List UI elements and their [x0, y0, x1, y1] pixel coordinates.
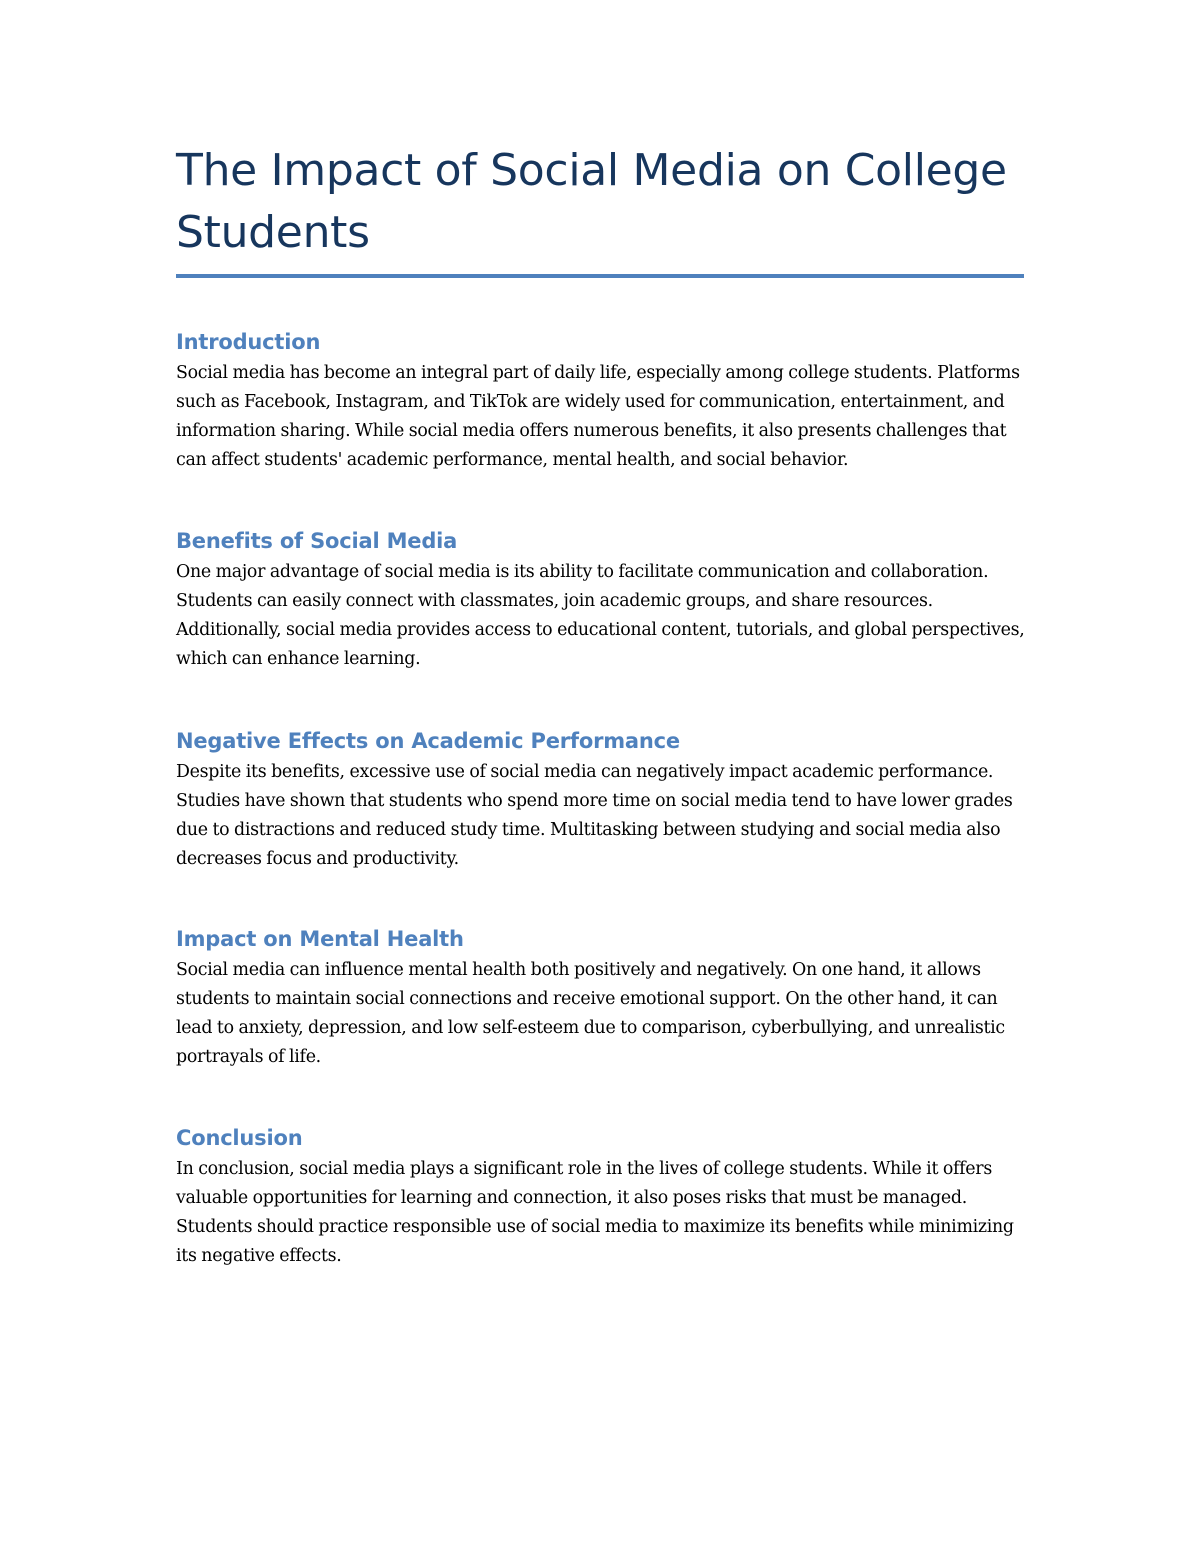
section-negative-effects: [176, 727, 1026, 874]
section-benefits: [176, 527, 1026, 674]
section-paragraph: In conclusion, social media plays a significant role in the lives of college students. While it offers valuable opportunities for learning and connection, it also poses risks that must be managed. Students should practice responsible use of social media to maximize its benefits while minimizing its negative effects.: [176, 1159, 1014, 1266]
section-paragraph: One major advantage of social media is its ability to facilitate communication and collaboration. Students can easily connect with classmates, join academic groups, and share resources. Additionally, social media provides access to educational content, tutorials, and global perspectives, which can enhance learning.: [176, 562, 1025, 669]
section-heading: Benefits of Social Media: [176, 529, 458, 553]
title-underline-rule: [176, 274, 1024, 278]
section-conclusion: [176, 1124, 1026, 1271]
section-paragraph: Social media has become an integral part of daily life, especially among college students. Platforms such as Facebook, Instagram, and TikTok are widely used for communication, entertainment, and information sharing. While social media offers numerous benefits, it also presents challenges that can affect students' academic performance, mental health, and social behavior.: [176, 363, 1020, 470]
section-heading: Negative Effects on Academic Performance: [176, 729, 680, 753]
document-content: [176, 140, 1026, 1271]
section-mental-health: [176, 925, 1026, 1072]
section-heading: Introduction: [176, 330, 321, 354]
document-title: The Impact of Social Media on College Students: [176, 145, 1007, 258]
section-introduction: [176, 328, 1026, 475]
section-heading: Impact on Mental Health: [176, 927, 464, 951]
section-paragraph: Social media can influence mental health both positively and negatively. On one hand, it allows students to maintain social connections and receive emotional support. On the other hand, it can lead to anxiety, depression, and low self-esteem due to comparison, cyberbullying, and unrealistic portrayals of life.: [176, 960, 1005, 1067]
section-paragraph: Despite its benefits, excessive use of social media can negatively impact academic performance. Studies have shown that students who spend more time on social media tend to have lower grades due to distractions and reduced study time. Multitasking between studying and social media also decreases focus and productivity.: [176, 762, 1013, 869]
section-heading: Conclusion: [176, 1126, 303, 1150]
